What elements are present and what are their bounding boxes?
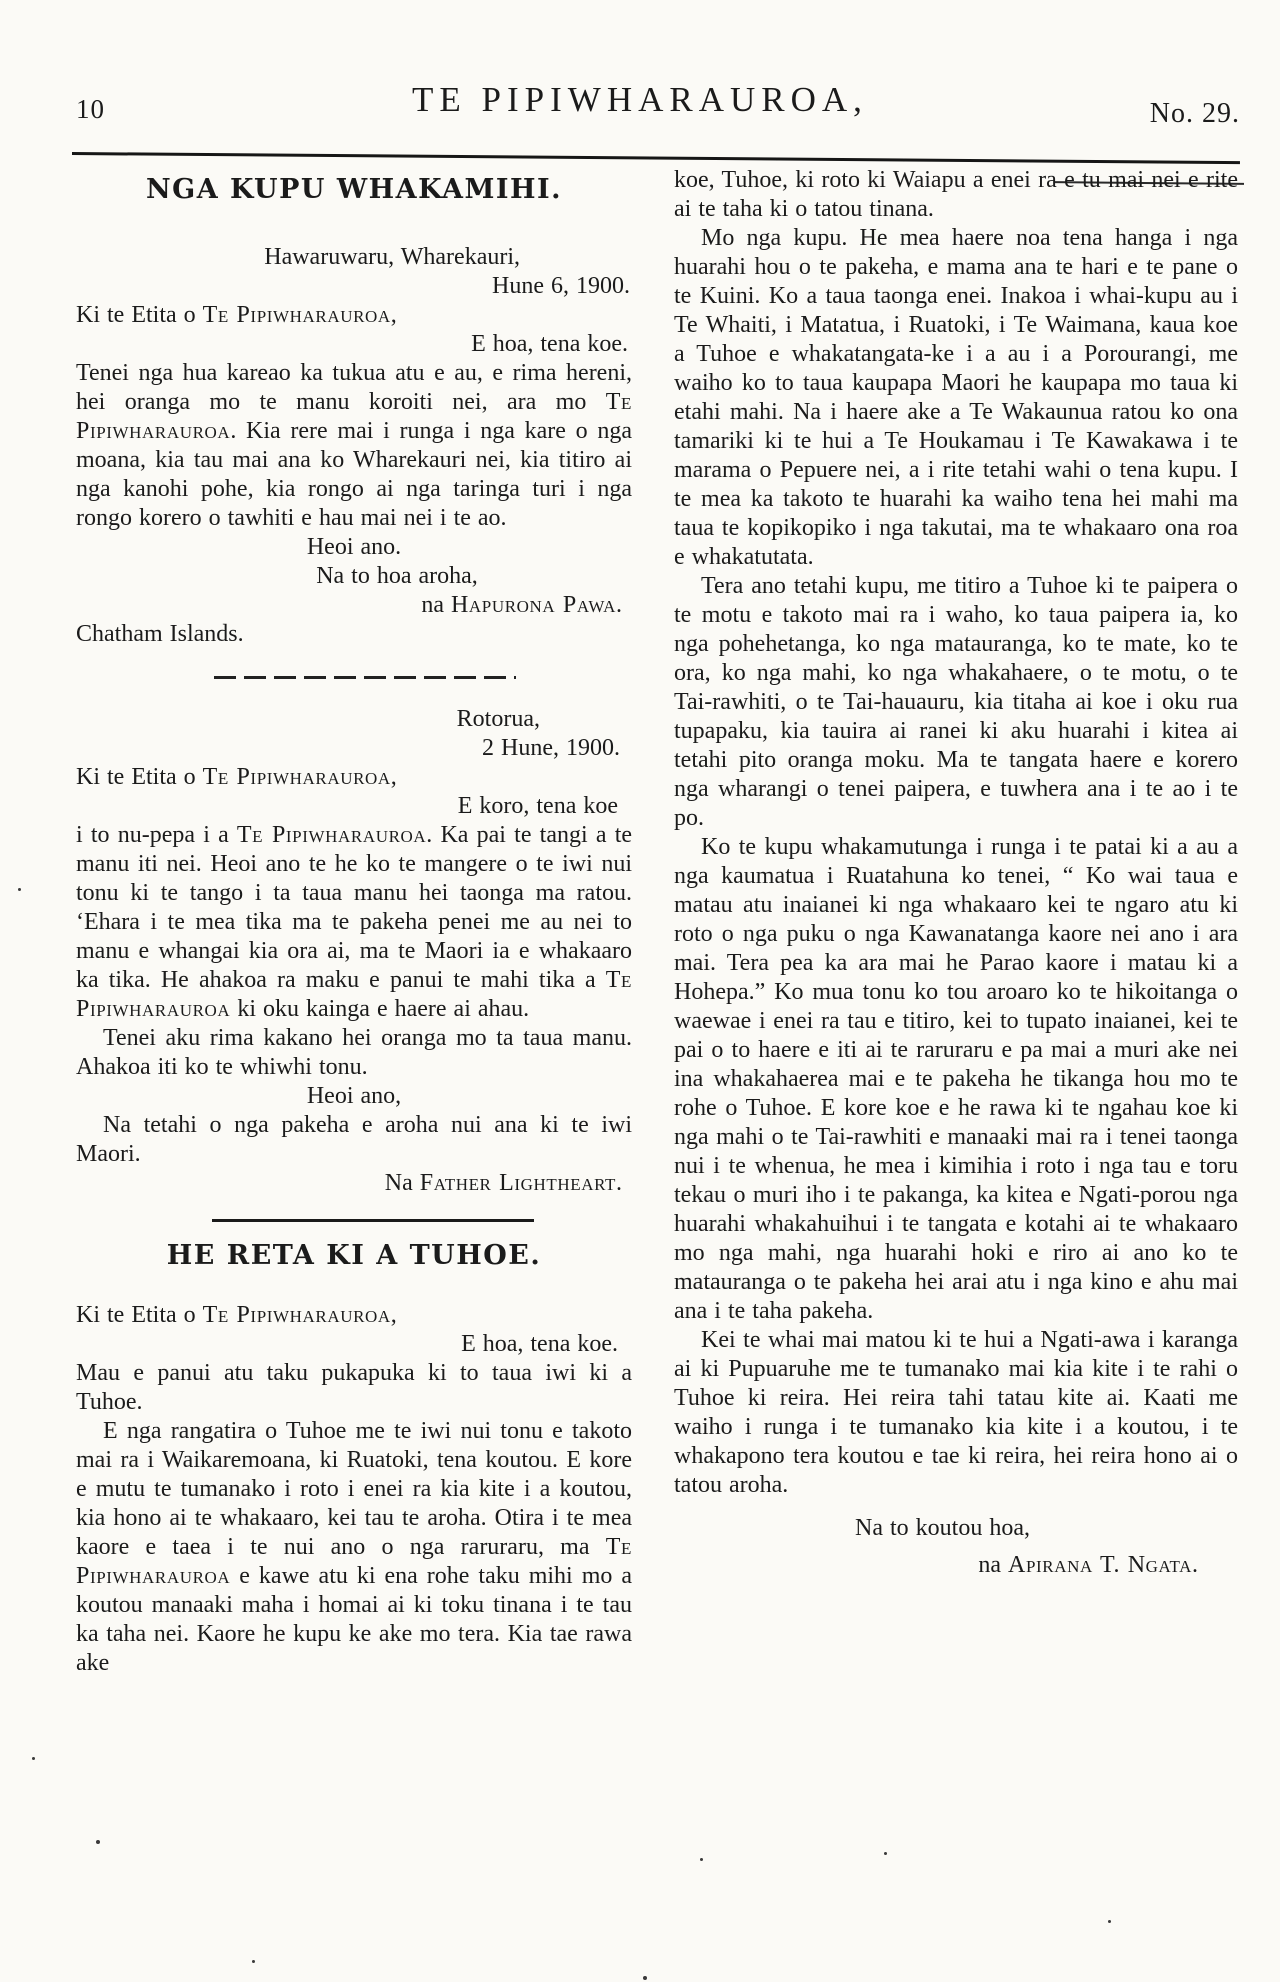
scan-speck xyxy=(18,888,21,891)
letter-addressee: Ki te Etita o Te Pipiwharauroa, xyxy=(76,764,397,790)
letter-valediction: Heoi ano. xyxy=(306,534,402,560)
letter-addressee: Ki te Etita o Te Pipiwharauroa, xyxy=(76,1302,397,1328)
paragraph: Mo nga kupu. He mea haere noa tena hanga i nga huarahi hou o te pakeha, e mama ana te hari e te pane o te Kuini. Ko a taua taonga enei. Inakoa i whai-kupu au i Te Whaiti, i Matatua, i Ruatoki, i Te Waimana, kaua koe a Tuhoe e whakatangata-ke i a au i a Porourangi, me waiho ko to taua kaupapa Maori he kaupapa mo taua ki etahi mahi. Na i haere ake a Te Wakaunua ratou ko ona tamariki ki te hui a Te Houkamau i Te Kawakawa i te marama o Pepuere nei, a i rite tetahi wahi o tena kupu. I te mea ka takoto te huarahi ka waiho tena hei mahi ma taua te kopikopiko i nga takutai, ma te whakaaro ona roa e whakatutata. xyxy=(674,225,1238,570)
letter-body: Tenei nga hua kareao ka tukua atu e au, e rima hereni, hei oranga mo te manu koroiti nei, ara mo Te Pipiwharauroa. Kia rere mai i runga i nga kare o nga moana, kia tau mai ana ko Wharekauri nei, kia titiro ai nga kanohi pohe, kia rongo ai nga taringa turi i nga rongo korero o tawhiti e hau mai nei i te ao. xyxy=(76,360,632,531)
letter-salutation: E hoa, tena koe. xyxy=(471,331,628,357)
scan-speck xyxy=(643,1976,647,1980)
letter-body: i to nu-pepa i a Te Pipiwharauroa. Ka pai te tangi a te manu iti nei. Heoi ano te he ko te mangere o te iwi nui tonu ki te tango i ta taua manu hei taonga ma ratou. ‘Ehara i te mea tika ma te pakeha penei me au nei to manu e whangai kia ora ai, ma te Maori ia e whakaaro ka tika. He ahakoa ra maku e panui te mahi tika a Te Pipiwharauroa ki oku kainga e haere ai ahau. xyxy=(76,822,633,1022)
section-divider-solid xyxy=(212,1219,534,1222)
letter-valediction: Na to koutou hoa, xyxy=(855,1515,1030,1541)
paragraph: E nga rangatira o Tuhoe me te iwi nui tonu e takoto mai ra i Waikaremoana, ki Ruatoki, tena koutou. E kore e mutu te tumanako i roto i enei ra kia kite i a koutou, kia hono ai te whakaaro, kei tau te aroha. Otira i te mea kaore e taea i te nui ano o nga raruraru, ma Te Pipiwharauroa e kawe atu ki ena rohe taku mihi mo a koutou manaaki maha i homai ai ki toku tinana i te tau ka taha nei. Kaore he kupu ke ake mo tera. Kia tae rawa ake xyxy=(76,1418,632,1676)
header-rule xyxy=(72,152,1240,164)
paragraph: Tera ano tetahi kupu, me titiro a Tuhoe ki te paipera o te motu e takoto mai ra i waho, ko taua paipera ia, ko nga pohehetanga, ko nga matauranga, ko te mate, ko te ora, ko nga mahi, ko nga whakahaere, o te motu, o te Tai-rawhiti, o te Tai-hauauru, kia titaha ai koe i oku rua tupapaku, kia tauira ai ranei ki aku huarahi i kitea ai tetahi pito oranga moku. Ma te tangata haere e korero nga wharangi o tenei paipera, e tuwhera ana i te ao i te po. xyxy=(674,573,1238,831)
masthead-title: TE PIPIWHARAUROA, xyxy=(412,80,868,119)
paragraph: Na tetahi o nga pakeha e aroha nui ana ki te iwi Maori. xyxy=(76,1112,632,1167)
letter-to-tuhoe-continued xyxy=(674,166,1238,1580)
letter-origin: Chatham Islands. xyxy=(76,621,244,647)
letter-addressee: Ki te Etita o Te Pipiwharauroa, xyxy=(76,302,397,328)
letter-to-tuhoe-start xyxy=(76,1301,632,1678)
letter-valediction: Heoi ano, xyxy=(306,1083,402,1109)
letter-salutation: E hoa, tena koe. xyxy=(461,1331,618,1357)
page-number: 10 xyxy=(76,94,105,124)
scan-speck xyxy=(32,1757,35,1760)
paragraph: Tenei aku rima kakano hei oranga mo ta taua manu. Ahakoa iti ko te whiwhi tonu. xyxy=(76,1025,632,1080)
left-column xyxy=(76,168,632,1678)
letter-valediction: Na to hoa aroha, xyxy=(316,563,478,589)
section-divider-dashed xyxy=(214,676,516,679)
scan-speck xyxy=(884,1852,887,1855)
issue-number: No. 29. xyxy=(1149,98,1240,129)
scan-speck xyxy=(700,1858,703,1861)
paragraph: Kei te whai mai matou ki te hui a Ngati-awa i karanga ai ki Pupuaruhe me te tumanako mai kia kite i te rahi o Tuhoe ki reira. Hei reira tahi tatau kite ai. Kaati me waiho i runga i te tumanako kia kite i a koutou, i te whakapono tera koutou e tae ki reira, hei reira hono ai o tatou aroha. xyxy=(674,1327,1238,1498)
scan-speck xyxy=(252,1960,255,1963)
paragraph: koe, Tuhoe, ki roto ki Waiapu a enei ra e tu mai nei e rite ai te taha ki o tatou tinana. xyxy=(674,167,1238,222)
letter-place: Rotorua, xyxy=(456,706,540,732)
scan-speck xyxy=(96,1840,100,1844)
letter-date: Hune 6, 1900. xyxy=(492,273,630,299)
letter-hapurona-pawa xyxy=(76,243,632,649)
letter-signature: na Apirana T. Ngata. xyxy=(978,1552,1198,1578)
letter-signature: na Hapurona Pawa. xyxy=(421,592,622,618)
section-heading-he-reta-ki-a-tuhoe: HE RETA KI A TUHOE. xyxy=(166,1240,542,1271)
letter-father-lightheart xyxy=(76,705,632,1198)
paragraph: Ko te kupu whakamutunga i runga i te patai ki a au a nga kaumatua i Ruatahuna ko tenei, “ Ko wai taua e matau atu inaianei ki nga whakaaro kei te ngaro atu ki roto o nga puku o nga Kawanatanga kaore nei ano i ara mai. Tera pea ka ara mai he Parao kaore i matau ki a Hohepa.” Ko mua tonu ko tou aroaro ko te hikoitanga o waewae i enei ra tau e titiro, kei to tupato inaianei, kei te pai o to haere e iti ai te raruraru e pa mai a muri ake nei ina whakahaerea mai e te pakeha he tikanga hou mo te rohe o Tuhoe. E kore koe e he rawa ki te ngahau koe ki nga mahi o te Tai-rawhiti e manaaki mai ra i tenei taonga nui i te whenua, he mea i kimihia i roto i nga tau e toru tekau o muri iho i te pakanga, ka kitea e Ngati-porou nga huarahi whakahuihui i te tangata e kotahi ai te whakaaro mo nga mahi, nga huarahi hoki e riro ai ano ko te matauranga o te pakeha hei arai atu i nga kino e ahu mai ana i te taha pakeha. xyxy=(674,834,1238,1324)
letter-date: 2 Hune, 1900. xyxy=(482,735,620,761)
letter-signature: Na Father Lightheart. xyxy=(384,1170,622,1196)
paragraph: Mau e panui atu taku pukapuka ki to taua iwi ki a Tuhoe. xyxy=(76,1360,632,1415)
section-heading-nga-kupu-whakamihi: NGA KUPU WHAKAMIHI. xyxy=(145,174,563,205)
scan-speck xyxy=(1108,1920,1111,1923)
letter-salutation: E koro, tena koe xyxy=(457,793,618,819)
letter-place: Hawaruwaru, Wharekauri, xyxy=(264,244,520,270)
right-column xyxy=(674,166,1238,1580)
